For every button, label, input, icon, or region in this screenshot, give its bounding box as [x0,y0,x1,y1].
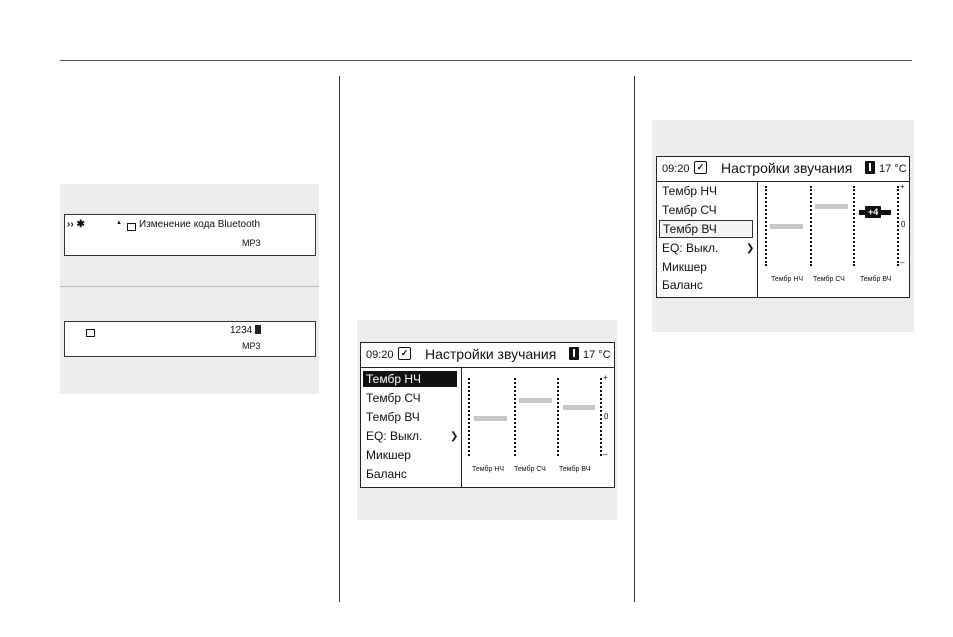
scale-plus: + [603,373,608,382]
eq-bar-bass [770,224,803,229]
menu-item-eq[interactable]: EQ: Выкл. [366,429,423,443]
bluetooth-code-text: Изменение кода Bluetooth [139,219,261,230]
menu-item-mid[interactable]: Тембр СЧ [662,203,717,217]
phone-icon [255,325,261,334]
lock-icon [127,223,136,231]
lock-icon [86,329,95,337]
chevron-right-icon: ❯ [450,431,459,442]
eq-column-1 [468,378,472,456]
clock: 09:20 [662,163,690,175]
thermometer-icon [865,161,875,174]
value-bubble: +4 [865,206,881,218]
eq-column-2 [514,378,518,456]
menu-item-treble[interactable]: Тембр ВЧ [659,220,753,238]
figure-bluetooth-code [60,184,319,394]
eq-panel [462,368,614,487]
scale-minus: – [603,450,608,459]
source-label: MP3 [242,238,261,248]
column-divider-2 [634,76,635,602]
eq-column-1 [765,186,769,266]
eq-panel [758,182,909,297]
column-divider-1 [339,76,340,602]
settings-menu [657,182,758,297]
figure-sound-settings-1 [357,320,617,520]
scale-minus: – [900,258,905,267]
eq-bar-bass [474,416,507,421]
menu-item-bass[interactable]: Тембр НЧ [662,184,717,198]
figure-sound-settings-2 [652,120,914,332]
separator-line [60,286,319,287]
bluetooth-icons: ›› ✱ [67,219,85,230]
scale-zero: 0 [604,412,609,421]
settings-menu [361,368,462,487]
scale-plus: + [900,182,905,191]
eq-bar-treble [563,405,595,410]
menu-item-balance[interactable]: Баланс [366,467,407,481]
status-box-bottom [64,321,316,357]
eq-label-treble: Тембр ВЧ [860,276,892,283]
temperature: 17 °C [879,163,907,175]
temperature: 17 °C [583,349,611,361]
eq-label-bass: Тембр НЧ [771,276,804,283]
scale-zero: 0 [901,220,906,229]
screen-header [361,343,614,368]
status-box-top [64,214,316,256]
check-icon: ✓ [398,347,411,360]
menu-item-bass[interactable]: Тембр НЧ [363,371,457,387]
code-value: 1234 [230,325,253,336]
eq-column-2 [810,186,814,266]
eq-label-mid: Тембр СЧ [813,276,845,283]
menu-item-eq[interactable]: EQ: Выкл. [662,241,719,255]
screen-title: Настройки звучания [425,346,557,362]
screen-title: Настройки звучания [721,160,853,176]
menu-item-mixer[interactable]: Микшер [662,260,707,274]
sound-settings-screen [656,156,910,298]
eq-label-treble: Тембр ВЧ [559,466,591,473]
clock: 09:20 [366,349,394,361]
eq-bar-mid [519,398,552,403]
eq-column-3 [557,378,561,456]
menu-item-treble[interactable]: Тембр ВЧ [366,410,420,424]
menu-item-mixer[interactable]: Микшер [366,448,411,462]
source-label: MP3 [242,341,261,351]
eq-column-3 [853,186,857,266]
menu-item-mid[interactable]: Тембр СЧ [366,391,421,405]
screen-header [657,157,909,182]
eq-label-bass: Тембр НЧ [472,466,505,473]
eq-bar-mid [815,204,848,209]
top-rule [60,60,912,61]
sound-settings-screen [360,342,615,488]
menu-item-balance[interactable]: Баланс [662,278,703,292]
up-arrow-icon: ▲ [116,220,122,226]
eq-label-mid: Тембр СЧ [514,466,546,473]
check-icon: ✓ [694,161,707,174]
thermometer-icon [569,347,579,360]
chevron-right-icon: ❯ [746,243,755,254]
